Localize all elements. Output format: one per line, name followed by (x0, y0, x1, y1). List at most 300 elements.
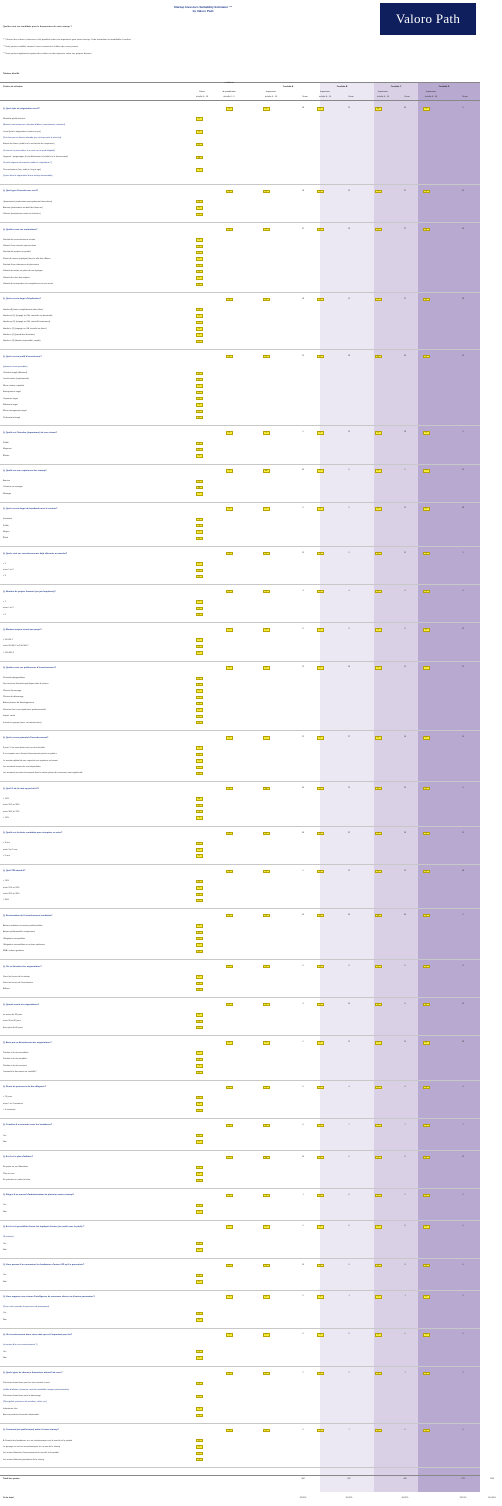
points-input[interactable]: 6 (196, 143, 203, 146)
impression-input[interactable]: 7 (423, 1124, 430, 1127)
points-input[interactable]: 6 (196, 753, 203, 756)
points-input[interactable]: 4 (196, 988, 203, 991)
impression-input[interactable]: 4 (263, 628, 270, 631)
coefficient-input[interactable]: 1 (226, 1295, 233, 1298)
points-input[interactable]: 6 (196, 804, 203, 807)
points-input[interactable]: 5 (196, 689, 203, 692)
impression-input[interactable]: 6 (263, 107, 270, 110)
coefficient-input[interactable]: 1 (226, 1194, 233, 1197)
points-input[interactable]: 3 (196, 810, 203, 813)
points-input[interactable]: 5 (196, 1051, 203, 1054)
impression-input[interactable]: 10 (263, 787, 270, 790)
impression-input[interactable]: 2 (423, 787, 430, 790)
points-input[interactable]: 6 (196, 651, 203, 654)
impression-input[interactable]: 0 (423, 1295, 430, 1298)
impression-input[interactable]: 4 (375, 1264, 382, 1267)
score-value: 9 (348, 1333, 350, 1336)
impression-input[interactable]: 4 (263, 666, 270, 669)
points-input[interactable]: 1 (196, 518, 203, 521)
points-input[interactable]: 8 (196, 854, 203, 857)
impression-input[interactable]: 7 (375, 1124, 382, 1127)
points-input[interactable]: 2 (196, 562, 203, 565)
answer-option: Élevé (3, 537, 9, 540)
points-input[interactable]: 3 (196, 982, 203, 985)
impression-input[interactable]: 7 (263, 228, 270, 231)
points-input[interactable]: 5 (196, 251, 203, 254)
points-input[interactable]: 4 (196, 1102, 203, 1105)
impression-input[interactable]: 2 (375, 590, 382, 593)
points-input[interactable]: 8 (196, 772, 203, 775)
points-input[interactable]: 5 (196, 1166, 203, 1169)
impression-input[interactable]: 6 (263, 1124, 270, 1127)
points-scale: échelle 0 - 10 (195, 96, 208, 98)
answer-option: Les montants investis récemment dans la même phase de croissance sont significatifs (3, 772, 83, 775)
points-input[interactable]: 2 (196, 899, 203, 902)
coefficient-input[interactable]: 2 (226, 1086, 233, 1089)
impression-input[interactable]: 7 (263, 736, 270, 739)
points-input[interactable]: 5 (196, 530, 203, 533)
impression-input[interactable]: 0 (317, 1194, 324, 1197)
coefficient-input[interactable]: 3 (226, 190, 233, 193)
impression-input[interactable]: 5 (317, 431, 324, 434)
points-input[interactable]: 4 (196, 924, 203, 927)
points-input[interactable]: 10 (196, 797, 203, 800)
impression-input[interactable]: 3 (317, 1333, 324, 1336)
points-input[interactable]: 7 (196, 943, 203, 946)
impression-scale: échelle 0 - 10 (318, 96, 331, 98)
coefficient-input[interactable]: 3 (226, 107, 233, 110)
points-input[interactable]: 0 (196, 1318, 203, 1321)
impression-input[interactable]: 3 (317, 1264, 324, 1267)
points-input[interactable]: 5 (196, 384, 203, 387)
impression-input[interactable]: 0 (423, 1264, 430, 1267)
impression-input[interactable]: 4 (317, 298, 324, 301)
answer-option: Non (3, 1140, 7, 1143)
points-input[interactable]: 4 (196, 645, 203, 648)
impression-input[interactable]: 6 (423, 1041, 430, 1044)
impression-input[interactable]: 9 (263, 832, 270, 835)
coefficient-input[interactable]: 3 (226, 431, 233, 434)
points-input[interactable]: 6 (196, 372, 203, 375)
impression-input[interactable]: 2 (423, 590, 430, 593)
impression-input[interactable]: 3 (423, 1086, 430, 1089)
impression-input[interactable]: 2 (317, 469, 324, 472)
impression-input[interactable]: 3 (423, 1333, 430, 1336)
points-input[interactable]: 8 (196, 314, 203, 317)
points-input[interactable]: 5 (196, 327, 203, 330)
points-input[interactable]: 4 (196, 721, 203, 724)
impression-input[interactable]: 0 (375, 1333, 382, 1336)
score-value: 24 (301, 914, 305, 917)
impression-input[interactable]: 4 (375, 1003, 382, 1006)
impression-input[interactable]: 10 (375, 355, 382, 358)
points-input[interactable]: 8 (196, 1172, 203, 1175)
impression-input[interactable]: 9 (317, 736, 324, 739)
points-input[interactable]: 8 (196, 575, 203, 578)
impression-input[interactable]: 7 (317, 1124, 324, 1127)
impression-input[interactable]: 4 (423, 355, 430, 358)
impression-input[interactable]: 3 (317, 507, 324, 510)
points-input[interactable]: 8 (196, 537, 203, 540)
impression-input[interactable]: 2 (317, 1372, 324, 1375)
impression-input[interactable]: 5 (263, 355, 270, 358)
impression-input[interactable]: 6 (317, 666, 324, 669)
points-input[interactable]: 7 (196, 766, 203, 769)
row-divider (0, 184, 480, 185)
impression-input[interactable]: 0 (375, 1429, 382, 1432)
impression-input[interactable]: 6 (423, 1003, 430, 1006)
impression-input[interactable]: 4 (317, 1041, 324, 1044)
points-input[interactable]: 0 (196, 1356, 203, 1359)
impression-input[interactable]: 4 (375, 628, 382, 631)
score-value: 30 (403, 107, 407, 110)
points-input[interactable]: 6 (196, 683, 203, 686)
impression-input[interactable]: 3 (263, 870, 270, 873)
impression-input[interactable]: 7 (375, 832, 382, 835)
points-input[interactable]: 3 (196, 200, 203, 203)
impression-input[interactable]: 10 (263, 1156, 270, 1159)
points-input[interactable]: 3 (196, 524, 203, 527)
coefficient-input[interactable]: 1 (226, 1124, 233, 1127)
impression-input[interactable]: 2 (263, 1003, 270, 1006)
coefficient-input[interactable]: 2 (226, 1264, 233, 1267)
impression-input[interactable]: 2 (423, 1194, 430, 1197)
points-input[interactable]: 1 (196, 1458, 203, 1461)
points-input[interactable]: 4 (196, 893, 203, 896)
points-input[interactable]: 1 (196, 1204, 203, 1207)
coefficient-input[interactable]: 3 (226, 355, 233, 358)
points-input[interactable]: 8 (196, 283, 203, 286)
points-input[interactable]: 2 (196, 1452, 203, 1455)
coefficient-input[interactable]: 2 (226, 1003, 233, 1006)
score-value: 1 (302, 1193, 304, 1196)
points-input[interactable]: 4 (196, 1242, 203, 1245)
points-input[interactable]: 3 (196, 245, 203, 248)
points-input[interactable]: 4 (196, 1274, 203, 1277)
points-input[interactable]: 4 (196, 130, 203, 133)
points-input[interactable]: 6 (196, 257, 203, 260)
coefficient-input[interactable]: 3 (226, 228, 233, 231)
coefficient-input[interactable]: 3 (226, 914, 233, 917)
impression-input[interactable]: 1 (317, 1295, 324, 1298)
impression-input[interactable]: 4 (375, 1156, 382, 1159)
impression-input[interactable]: 5 (317, 787, 324, 790)
points-input[interactable]: 3 (196, 333, 203, 336)
points-input[interactable]: 8 (196, 950, 203, 953)
points-input[interactable]: 2 (196, 1140, 203, 1143)
points-input[interactable]: 5 (196, 759, 203, 762)
coefficient-input[interactable]: 3 (226, 1041, 233, 1044)
points-input[interactable]: 6 (196, 1134, 203, 1137)
impression-input[interactable]: 3 (375, 469, 382, 472)
impression-input[interactable]: 5 (375, 870, 382, 873)
impression-input[interactable]: 1 (263, 1194, 270, 1197)
points-input[interactable]: 1 (196, 1414, 203, 1417)
impression-input[interactable]: 3 (263, 965, 270, 968)
impression-input[interactable]: 3 (317, 1225, 324, 1228)
question-title: Q. Comment (ou quelle façon) traite-t-il votre startup? (3, 1429, 59, 1432)
coefficient-input[interactable]: 2 (226, 965, 233, 968)
coefficient-input[interactable]: 2 (226, 1156, 233, 1159)
points-input[interactable]: 5 (196, 607, 203, 610)
impression-input[interactable]: 8 (263, 914, 270, 917)
impression-input[interactable]: 1 (317, 1429, 324, 1432)
points-input[interactable]: 4 (196, 677, 203, 680)
impression-input[interactable]: 6 (263, 298, 270, 301)
impression-input[interactable]: 4 (375, 507, 382, 510)
impression-input[interactable]: 5 (263, 552, 270, 555)
impression-input[interactable]: 5 (317, 107, 324, 110)
points-input[interactable]: 4 (196, 1312, 203, 1315)
points-input[interactable]: 3 (196, 403, 203, 406)
impression-input[interactable]: 2 (263, 590, 270, 593)
coefficient-input[interactable]: 1 (226, 1429, 233, 1432)
impression-input[interactable]: 6 (423, 1156, 430, 1159)
row-divider (0, 997, 480, 998)
points-input[interactable]: 6 (196, 931, 203, 934)
points-input[interactable]: 6 (196, 276, 203, 279)
impression-input[interactable]: 6 (423, 507, 430, 510)
impression-input[interactable]: 7 (375, 190, 382, 193)
points-input[interactable]: 6 (196, 448, 203, 451)
impression-input[interactable]: 0 (263, 1429, 270, 1432)
points-input[interactable]: 4 (196, 270, 203, 273)
points-input[interactable]: 1 (196, 168, 203, 171)
coefficient-input[interactable]: 4 (226, 832, 233, 835)
points-input[interactable]: 8 (196, 880, 203, 883)
impression-input[interactable]: 0 (423, 1225, 430, 1228)
answer-option: Le montant global de ses capacités est supérieur au besoin (3, 759, 58, 762)
impression-input[interactable]: 10 (263, 469, 270, 472)
points-input[interactable]: 4 (196, 1058, 203, 1061)
points-input[interactable]: 2 (196, 480, 203, 483)
points-input[interactable]: 8 (196, 206, 203, 209)
points-input[interactable]: 6 (196, 1439, 203, 1442)
points-input[interactable]: 6 (196, 1071, 203, 1074)
impression-input[interactable]: 3 (375, 965, 382, 968)
points-input[interactable]: 6 (196, 708, 203, 711)
impression-input[interactable]: 2 (317, 590, 324, 593)
points-input[interactable]: 6 (196, 1096, 203, 1099)
answer-option: Micro venture capitalist (3, 384, 25, 387)
impression-input[interactable]: 4 (317, 628, 324, 631)
impression-input[interactable]: 5 (317, 1003, 324, 1006)
impression-input[interactable]: 3 (423, 431, 430, 434)
coefficient-input[interactable]: 1 (226, 1372, 233, 1375)
points-input[interactable]: 4 (196, 746, 203, 749)
points-input[interactable]: 1 (196, 816, 203, 819)
impression-input[interactable]: 8 (423, 228, 430, 231)
points-input[interactable]: 3 (196, 442, 203, 445)
impression-input[interactable]: 5 (423, 736, 430, 739)
points-input[interactable]: 2 (196, 600, 203, 603)
impression-input[interactable]: 5 (375, 666, 382, 669)
coefficient-input[interactable]: 2 (226, 1225, 233, 1228)
points-input[interactable]: 7 (196, 321, 203, 324)
impression-input[interactable]: 7 (375, 298, 382, 301)
points-input[interactable]: 6 (196, 416, 203, 419)
impression-input[interactable]: 3 (317, 552, 324, 555)
score-value: 4 (348, 590, 350, 593)
impression-input[interactable]: 2 (263, 1372, 270, 1375)
impression-input[interactable]: 2 (423, 1372, 430, 1375)
impression-input[interactable]: 8 (375, 787, 382, 790)
coefficient-input[interactable]: 3 (226, 552, 233, 555)
impression-input[interactable]: 3 (263, 1041, 270, 1044)
candidate-total: 373 (461, 1478, 465, 1480)
points-input[interactable]: 5 (196, 264, 203, 267)
impression-input[interactable]: 7 (423, 666, 430, 669)
answer-option: > 30% (3, 899, 9, 902)
points-input[interactable]: 7 (196, 391, 203, 394)
impression-input[interactable]: 3 (263, 431, 270, 434)
impression-input[interactable]: 1 (375, 1372, 382, 1375)
points-input[interactable]: 10 (196, 156, 203, 159)
row-divider (0, 1423, 480, 1424)
points-input[interactable]: 2 (196, 410, 203, 413)
impression-input[interactable]: 6 (375, 431, 382, 434)
coefficient-input[interactable]: 3 (226, 666, 233, 669)
points-input[interactable]: 2 (196, 842, 203, 845)
points-input[interactable]: 4 (196, 1020, 203, 1023)
impression-input[interactable]: 8 (317, 832, 324, 835)
impression-input[interactable]: 3 (423, 832, 430, 835)
score-value: 18 (461, 297, 465, 300)
coefficient-input[interactable]: 3 (226, 787, 233, 790)
coefficient-input[interactable]: 3 (226, 870, 233, 873)
points-input[interactable]: 0 (196, 1280, 203, 1283)
points-input[interactable]: 0 (196, 1248, 203, 1251)
impression-input[interactable]: 5 (423, 190, 430, 193)
points-input[interactable]: 7 (196, 492, 203, 495)
points-input[interactable]: 8 (196, 454, 203, 457)
impression-input[interactable]: 2 (263, 1333, 270, 1336)
impression-input[interactable]: 8 (317, 914, 324, 917)
points-input[interactable]: 4 (196, 1382, 203, 1385)
impression-input[interactable]: 6 (317, 355, 324, 358)
coefficient-input[interactable]: 2 (226, 628, 233, 631)
impression-input[interactable]: 2 (375, 1086, 382, 1089)
points-input[interactable]: 8 (196, 1013, 203, 1016)
coefficient-input[interactable]: 3 (226, 736, 233, 739)
points-input[interactable]: 5 (196, 569, 203, 572)
points-input[interactable]: 3 (196, 1407, 203, 1410)
coefficient-input[interactable]: 3 (226, 507, 233, 510)
points-input[interactable]: 8 (196, 378, 203, 381)
points-input[interactable]: 3 (196, 1064, 203, 1067)
impression-input[interactable]: 3 (263, 1086, 270, 1089)
impression-input[interactable]: 5 (263, 1264, 270, 1267)
impression-input[interactable]: 6 (423, 298, 430, 301)
points-input[interactable]: 5 (196, 1210, 203, 1213)
impression-input[interactable]: 1 (375, 1295, 382, 1298)
coefficient-input[interactable]: 3 (226, 469, 233, 472)
answer-option: (plusieurs choix possibles) (3, 365, 28, 368)
impression-input[interactable]: 4 (317, 965, 324, 968)
points-input[interactable]: 2 (196, 638, 203, 641)
question-title: Q. Quand seront les négociations? (3, 1003, 40, 1006)
impression-input[interactable]: 6 (375, 736, 382, 739)
intro-line: Quelles sont vos candidats pour le financement de votre startup ? (3, 26, 72, 28)
points-input[interactable]: 8 (196, 613, 203, 616)
score-value: 18 (301, 297, 305, 300)
intro-line: ** Chacun des critères ci-dessous a été pondéré selon son importance pour votre start-up. Cette estimation est modifiable à souhait. (3, 39, 132, 41)
impression-input[interactable]: 3 (317, 1156, 324, 1159)
points-input[interactable]: 7 (196, 213, 203, 216)
points-input[interactable]: 4 (196, 308, 203, 311)
points-input[interactable]: 5 (196, 117, 203, 120)
score-value: 6 (302, 1333, 304, 1336)
impression-input[interactable]: 6 (423, 628, 430, 631)
impression-input[interactable]: 3 (423, 107, 430, 110)
impression-input[interactable]: 5 (375, 1041, 382, 1044)
coef-header: coefficient (224, 82, 234, 84)
points-input[interactable]: 2 (196, 340, 203, 343)
impression-input[interactable]: 4 (423, 965, 430, 968)
points-input[interactable]: 4 (196, 1445, 203, 1448)
points-input[interactable]: 4 (196, 238, 203, 241)
coefficient-input[interactable]: 3 (226, 1333, 233, 1336)
impression-input[interactable]: 6 (263, 190, 270, 193)
points-input[interactable]: 5 (196, 715, 203, 718)
impression-input[interactable]: 10 (375, 914, 382, 917)
score-header: Score (404, 96, 410, 98)
impression-input[interactable]: 10 (375, 107, 382, 110)
intro-line: ** Vous pouvez également rajouter des critères ou des réponses selon vos propres besoins. (3, 53, 93, 55)
impression-input[interactable]: 4 (317, 870, 324, 873)
answer-option: Souhait de reconnaissance sociale (3, 238, 36, 241)
answer-option: Oui (3, 1242, 7, 1245)
impression-input[interactable]: 4 (375, 1225, 382, 1228)
points-input[interactable]: 2 (196, 1109, 203, 1112)
impression-input[interactable]: 5 (317, 190, 324, 193)
points-input[interactable]: 6 (196, 975, 203, 978)
impression-input[interactable]: 3 (423, 914, 430, 917)
impression-input[interactable]: 6 (317, 228, 324, 231)
impression-scale: échelle 0 - 10 (264, 96, 277, 98)
points-input[interactable]: 2 (196, 1395, 203, 1398)
points-input[interactable]: 7 (196, 696, 203, 699)
points-input[interactable]: 4 (196, 1179, 203, 1182)
points-input[interactable]: 4 (196, 397, 203, 400)
impression-input[interactable]: 0 (263, 1295, 270, 1298)
impression-input[interactable]: 2 (317, 1086, 324, 1089)
impression-input[interactable]: 2 (375, 1194, 382, 1197)
question-title: Q. Quelle est la durée souhaitée pour récupérer sa mise? (3, 832, 63, 835)
answer-option: Comment le document est contrôlé? (3, 1071, 37, 1073)
coefficient-input[interactable]: 3 (226, 298, 233, 301)
impression-input[interactable]: 6 (423, 870, 430, 873)
impression-input[interactable]: 3 (423, 552, 430, 555)
impression-input[interactable]: 7 (423, 469, 430, 472)
points-input[interactable]: 2 (196, 1026, 203, 1029)
points-input[interactable]: 10 (196, 486, 203, 489)
points-input[interactable]: 5 (196, 1350, 203, 1353)
impression-input[interactable]: 9 (375, 228, 382, 231)
points-input[interactable]: 6 (196, 886, 203, 889)
impression-input[interactable]: 5 (375, 552, 382, 555)
percent-total-label: % du total (3, 1497, 14, 1499)
points-input[interactable]: 5 (196, 848, 203, 851)
answer-option: Dans les locaux de la startup (3, 975, 30, 978)
points-input[interactable]: 3 (196, 702, 203, 705)
points-input[interactable]: 5 (196, 937, 203, 940)
coefficient-input[interactable]: 2 (226, 590, 233, 593)
question-title: Q. Quelles sont ses motivations? (3, 228, 38, 231)
impression-input[interactable]: 0 (423, 1429, 430, 1432)
impression-input[interactable]: 0 (263, 1225, 270, 1228)
impression-input[interactable]: 2 (263, 507, 270, 510)
